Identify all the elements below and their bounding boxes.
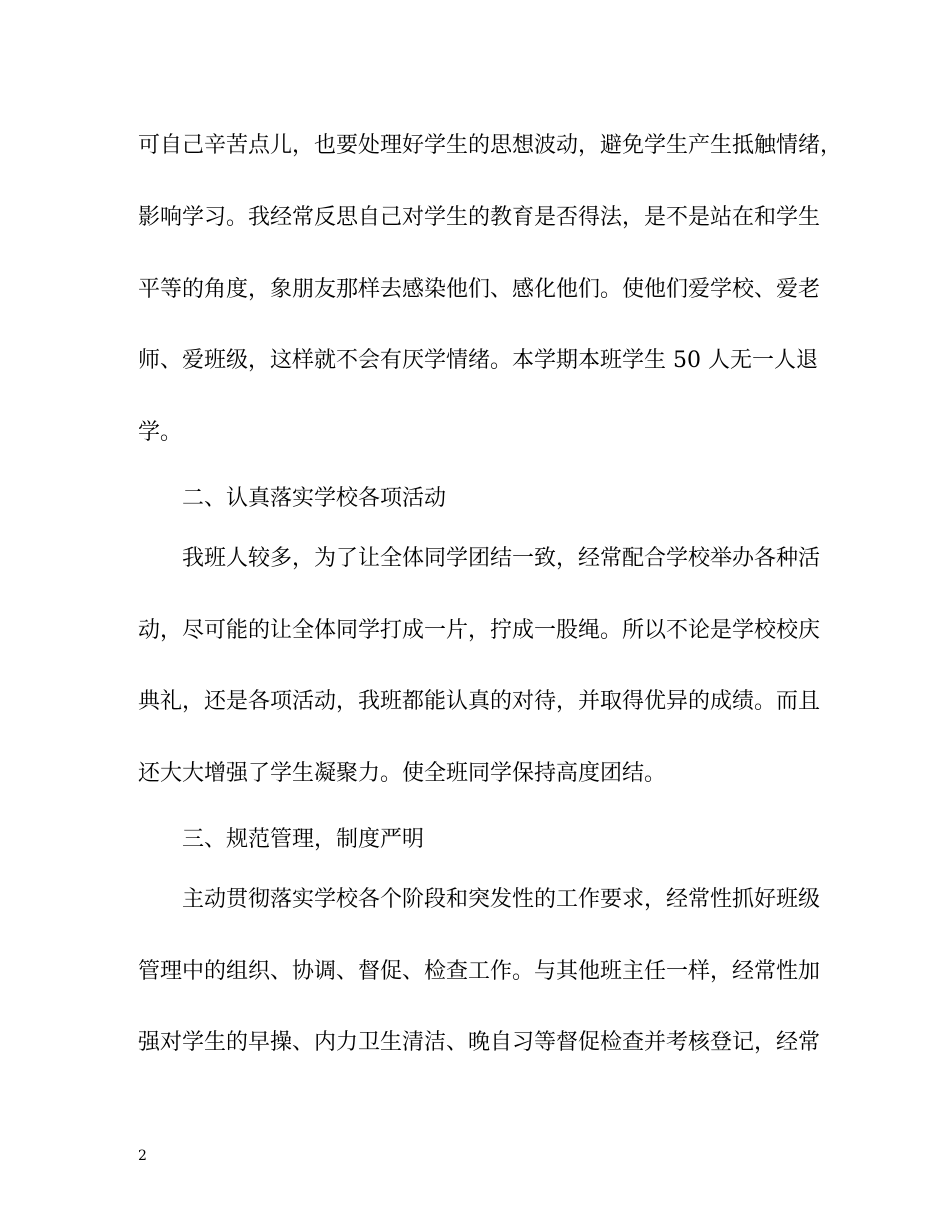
paragraph-line: 典礼，还是各项活动，我班都能认真的对待，并取得优异的成绩。而且	[138, 689, 821, 714]
paragraph-line: 学。	[138, 420, 183, 445]
paragraph-line: 影响学习。我经常反思自己对学生的教育是否得法，是不是站在和学生	[138, 205, 821, 230]
paragraph-line: 管理中的组织、协调、督促、检查工作。与其他班主任一样，经常性加	[138, 959, 821, 984]
paragraph-line: 强对学生的早操、内力卫生清洁、晚自习等督促检查并考核登记，经常	[138, 1030, 821, 1055]
section-heading: 二、认真落实学校各项活动	[182, 486, 447, 511]
paragraph-line: 我班人较多，为了让全体同学团结一致，经常配合学校举办各种活	[182, 546, 821, 571]
paragraph-line: 动，尽可能的让全体同学打成一片，拧成一股绳。所以不论是学校校庆	[138, 618, 821, 643]
section-heading: 三、规范管理，制度严明	[182, 827, 425, 852]
paragraph-line: 可自己辛苦点儿，也要处理好学生的思想波动，避免学生产生抵触情绪，	[138, 133, 843, 158]
paragraph-line: 主动贯彻落实学校各个阶段和突发性的工作要求，经常性抓好班级	[182, 887, 821, 912]
paragraph-line: 还大大增强了学生凝聚力。使全班同学保持高度团结。	[138, 761, 667, 786]
paragraph-line: 师、爱班级，这样就不会有厌学情绪。本学期本班学生 50 人无一人退	[138, 348, 818, 373]
paragraph-line: 平等的角度，象朋友那样去感染他们、感化他们。使他们爱学校、爱老	[138, 277, 821, 302]
page-number: 2	[138, 1148, 147, 1164]
